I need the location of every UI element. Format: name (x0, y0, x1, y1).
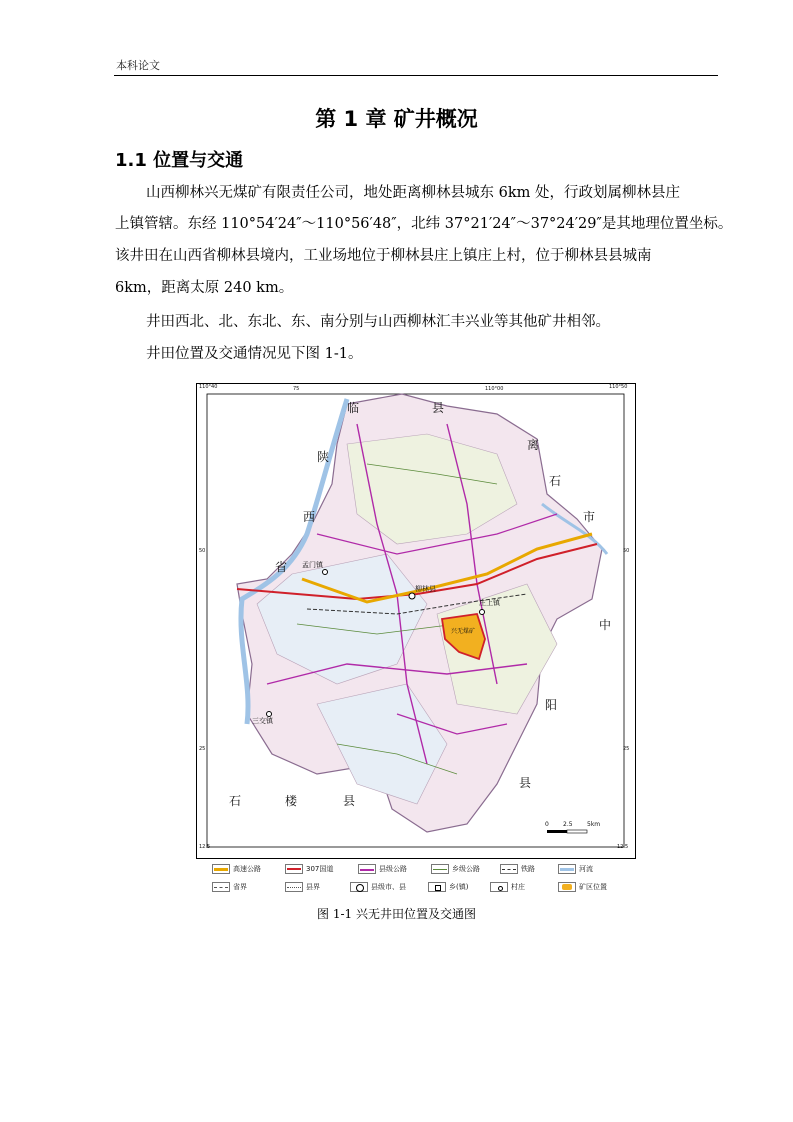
label-xian-east: 县 (519, 776, 532, 790)
paragraph-line: 该井田在山西省柳林县境内，工业场地位于柳林县庄上镇庄上村，位于柳林县县城南 (115, 248, 652, 264)
legend-item-national-road: 307国道 (285, 864, 333, 874)
highway-swatch-icon (212, 864, 230, 874)
figure-caption: 图 1-1 兴无井田位置及交通图 (317, 907, 476, 921)
label-shi: 石 (549, 474, 562, 488)
map-graphic (197, 384, 634, 857)
label-zhuangshang-town: 庄上镇 (479, 599, 500, 607)
header-rule (114, 75, 718, 76)
grid-label: 25 (623, 746, 630, 752)
national-road-swatch-icon (285, 864, 303, 874)
legend-item-mine-location: 矿区位置 (558, 882, 607, 892)
river-swatch-icon (558, 864, 576, 874)
legend-item-township-road: 乡级公路 (431, 864, 480, 874)
legend-item-county-road: 县级公路 (358, 864, 407, 874)
grid-label: 50 (199, 548, 206, 554)
label-lin: 临 (347, 401, 360, 415)
label-xian-north: 县 (432, 401, 445, 415)
village-symbol-icon (490, 882, 508, 892)
grid-label: 75 (293, 386, 300, 392)
section-title: 1.1 位置与交通 (115, 150, 244, 171)
label-liulin-county: 柳林县 (415, 585, 436, 593)
scale-mid: 2.5 (563, 821, 573, 828)
label-xingwu-mine: 兴无煤矿 (451, 628, 476, 635)
grid-label: 110°50 (609, 384, 628, 390)
paragraph-line: 井田位置及交通情况见下图 1-1。 (146, 346, 363, 362)
county-road-swatch-icon (358, 864, 376, 874)
legend-item-county-border: 县界 (285, 882, 320, 892)
legend-item-township: 乡(镇) (428, 882, 468, 892)
township-symbol-icon (428, 882, 446, 892)
label-shi-lou: 石 (229, 794, 242, 808)
legend-item-railway: 铁路 (500, 864, 535, 874)
legend-item-highway: 高速公路 (212, 864, 261, 874)
paragraph-line: 山西柳林兴无煤矿有限责任公司，地处距离柳林县城东 6km 处，行政划属柳林县庄 (146, 185, 680, 201)
township-road-swatch-icon (431, 864, 449, 874)
county-border-swatch-icon (285, 882, 303, 892)
county-seat-symbol-icon (350, 882, 368, 892)
railway-swatch-icon (500, 864, 518, 874)
label-yang: 阳 (545, 698, 558, 712)
location-traffic-map (196, 383, 636, 859)
grid-label: 12.5 (617, 844, 629, 850)
scale-zero: 0 (545, 821, 549, 828)
province-border-swatch-icon (212, 882, 230, 892)
paragraph-line: 井田西北、北、东北、东、南分别与山西柳林汇丰兴业等其他矿井相邻。 (146, 314, 610, 330)
legend-item-province-border: 省界 (212, 882, 247, 892)
label-sanjiao-town: 三交镇 (252, 717, 273, 725)
label-sheng: 省 (275, 560, 288, 574)
grid-label: 12.5 (199, 844, 211, 850)
mine-location-swatch-icon (558, 882, 576, 892)
label-li: 离 (527, 438, 540, 452)
map-legend (200, 862, 640, 898)
grid-label: 110°00 (485, 386, 504, 392)
legend-item-county-seat: 县级市、县 (350, 882, 406, 892)
legend-item-river: 河流 (558, 864, 593, 874)
grid-label: 25 (199, 746, 206, 752)
paragraph-line: 6km，距离太原 240 km。 (115, 280, 294, 296)
label-lou: 楼 (285, 794, 298, 808)
label-shan: 陕 (317, 450, 330, 464)
grid-label: 110°40 (199, 384, 218, 390)
legend-item-village: 村庄 (490, 882, 525, 892)
running-header: 本科论文 (116, 59, 160, 72)
label-mengmen-town: 孟门镇 (302, 561, 323, 569)
label-xian-south: 县 (343, 794, 356, 808)
paragraph-line: 上镇管辖。东经 110°54′24″～110°56′48″，北纬 37°21′24″～37°24′29″是其地理位置坐标。 (115, 216, 733, 232)
label-shi-city: 市 (583, 510, 596, 524)
chapter-title: 第 1 章 矿井概况 (315, 107, 478, 131)
label-zhong: 中 (599, 618, 612, 632)
label-xi: 西 (303, 510, 316, 524)
scale-end: 5km (587, 821, 601, 828)
grid-label: 50 (623, 548, 630, 554)
